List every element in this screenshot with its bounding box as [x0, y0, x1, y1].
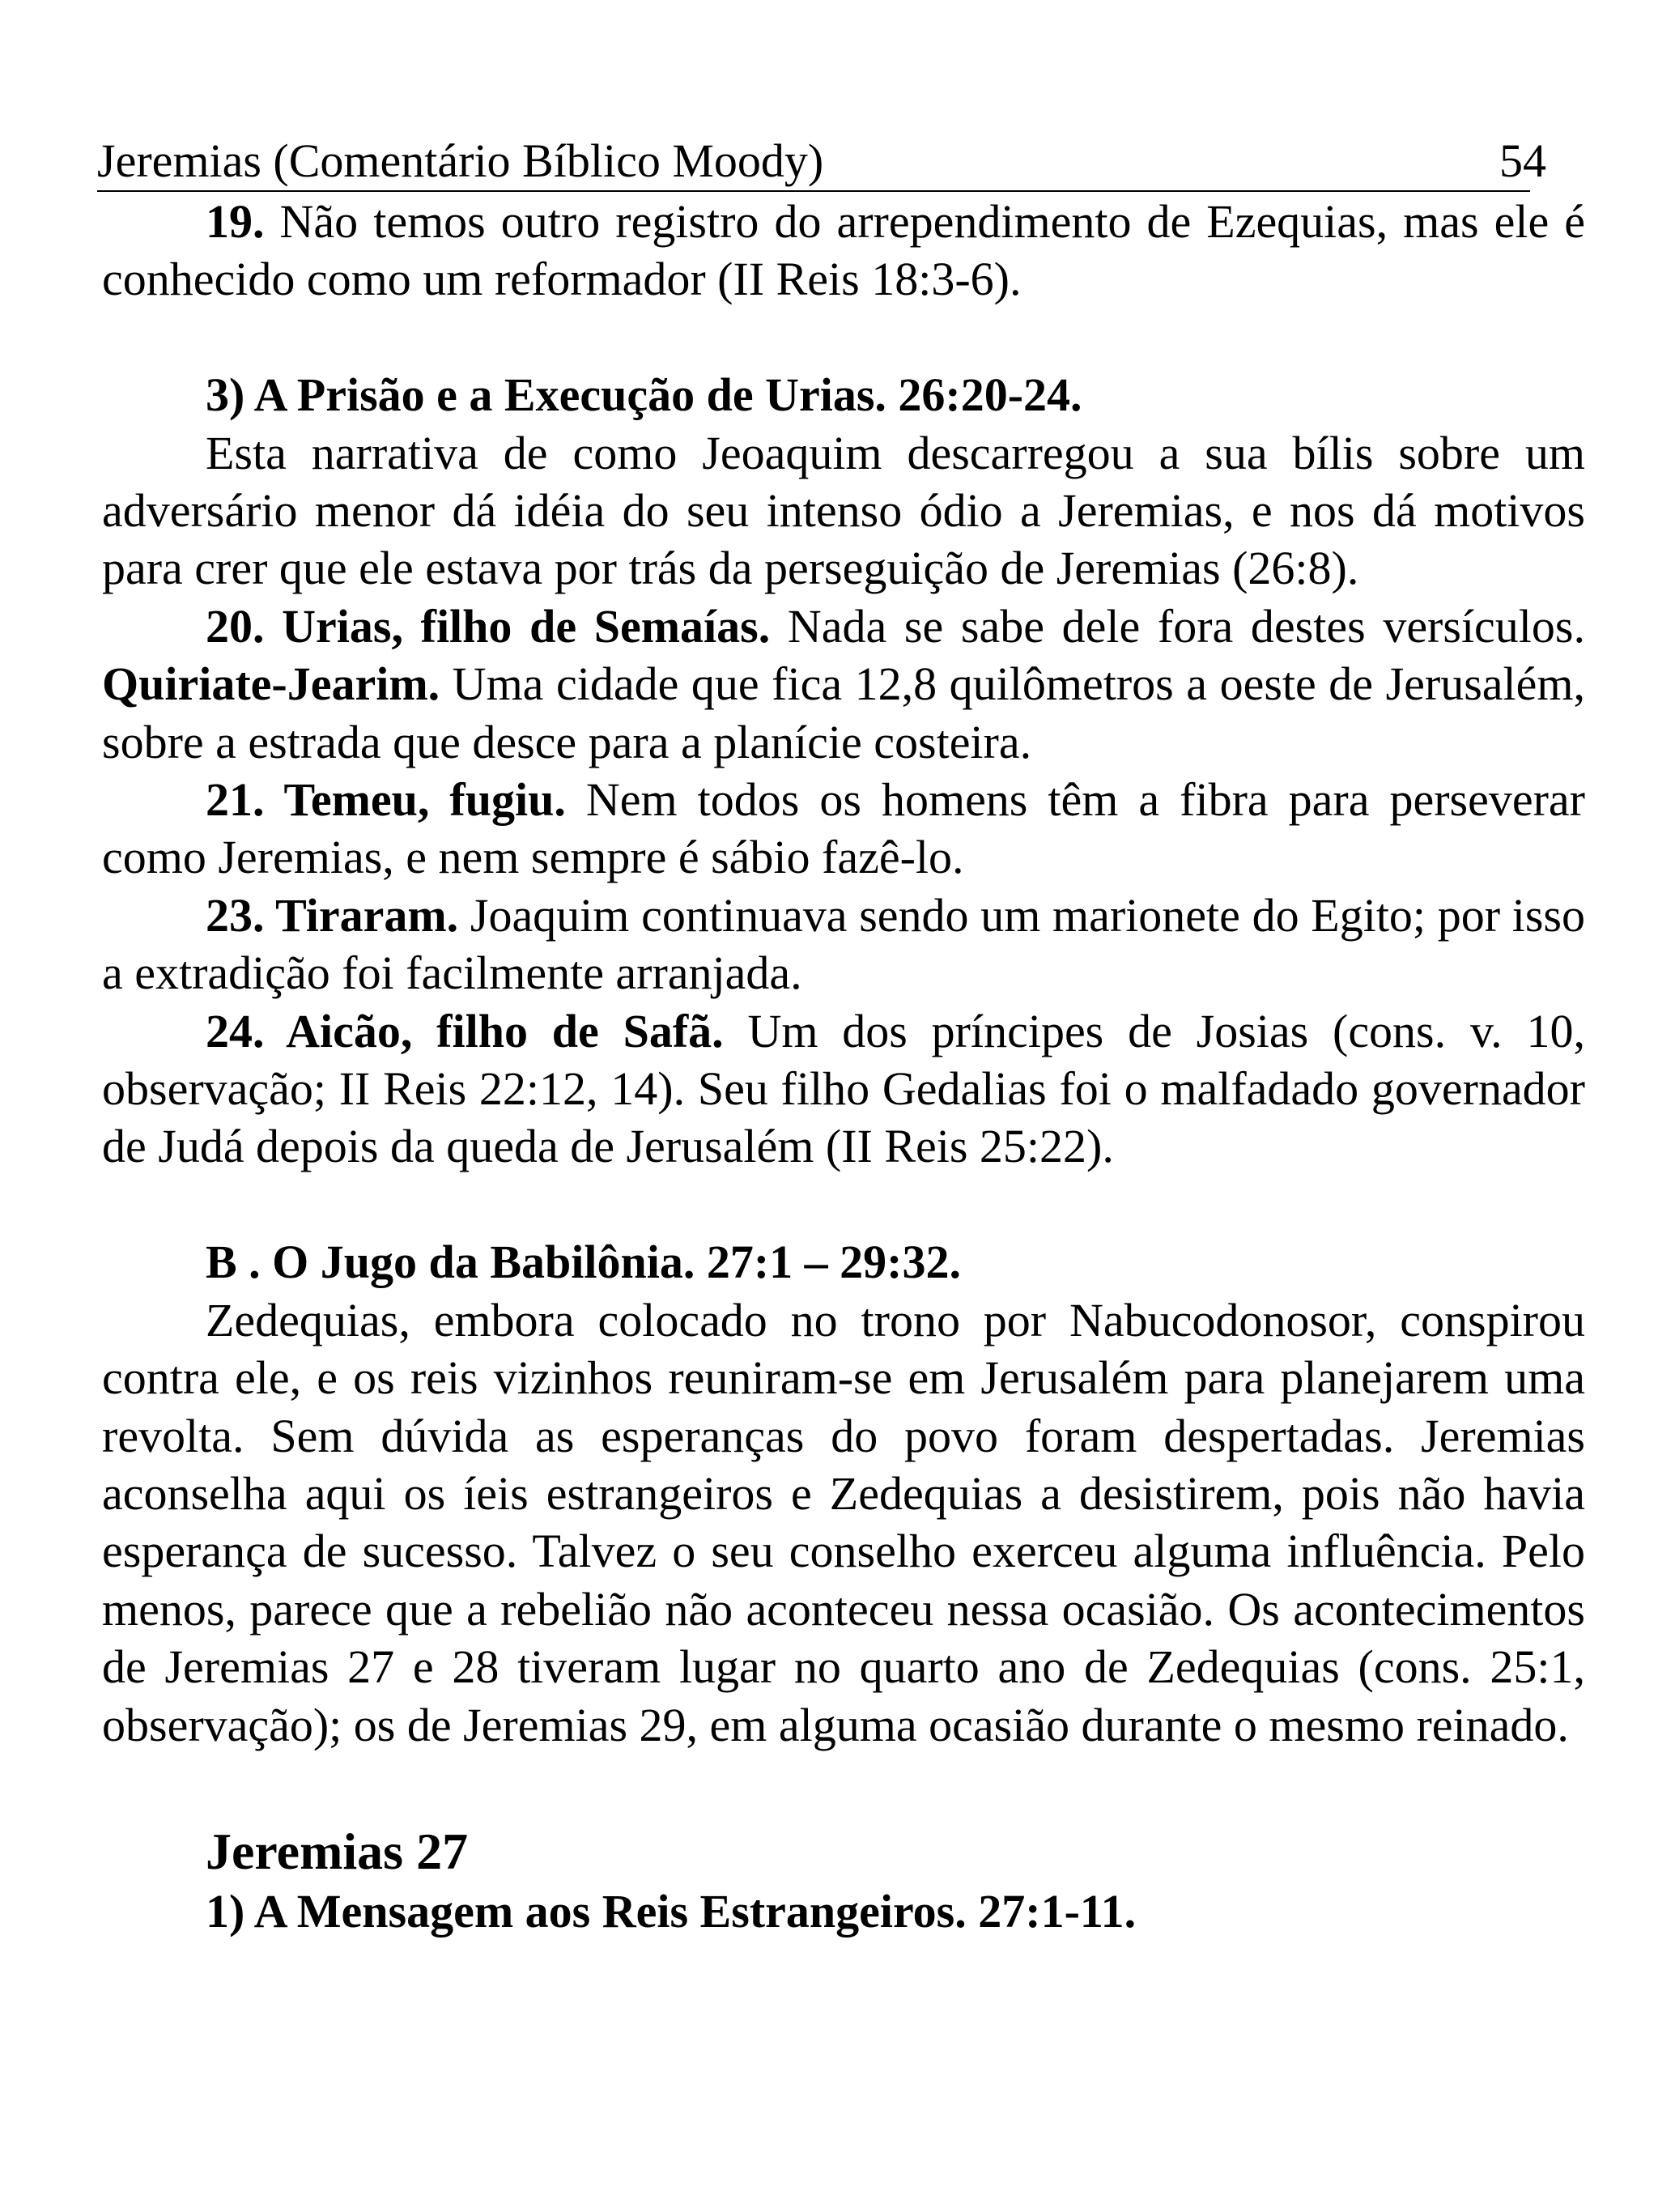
verse-note-21 [102, 771, 1585, 887]
running-title: Jeremias (Comentário Bíblico Moody) [97, 134, 824, 187]
verse-note-24 [102, 1002, 1585, 1176]
chapter-heading: Jeremias 27 [206, 1822, 469, 1880]
verse-note-23 [102, 887, 1585, 1002]
verse-ref: 21. Temeu, fugiu. [206, 773, 566, 827]
verse-text: Uma cidade que fica 12,8 quilômetros a oeste de Jerusalém, sobre a estrada que desce para a planície costeira. [102, 657, 1585, 768]
section-intro-paragraph: Esta narrativa de como Jeoaquim descarregou a sua bílis sobre um adversário menor dá idéia do seu intenso ódio a Jeremias, e nos dá motivos para crer que ele estava por trás da perseguição de Jeremias (26:8). [102, 426, 1585, 595]
verse-note-19 [102, 193, 1585, 308]
section-heading-urias: 3) A Prisão e a Execução de Urias. 26:20-24. [206, 368, 1082, 422]
verse-text: Um dos príncipes de Josias (cons. v. 10, observação; II Reis 22:12, 14). Seu filho Gedalias foi o malfadado governador de Judá depois da queda de Jerusalém (II Reis 25:22). [102, 1004, 1585, 1173]
verse-text: Joaquim continuava sendo um marionete do Egito; por isso a extradição foi facilmente arranjada. [102, 888, 1585, 1000]
section-heading-mensagem: 1) A Mensagem aos Reis Estrangeiros. 27:1-11. [206, 1884, 1137, 1938]
verse-ref: 23. Tiraram. [206, 888, 459, 942]
verse-text: Não temos outro registro do arrependimento de Ezequias, mas ele é conhecido como um reformador (II Reis 18:3-6). [102, 195, 1585, 306]
verse-ref: 20. Urias, filho de Semaías. [206, 599, 771, 653]
verse-ref-secondary: Quiriate-Jearim. [102, 657, 440, 711]
page-body [102, 193, 1585, 1940]
verse-text: Nada se sabe dele fora destes versículos. [770, 599, 1585, 653]
spacer [102, 1754, 1585, 1821]
page-number: 54 [1499, 134, 1546, 187]
spacer [102, 308, 1585, 366]
verse-ref: 24. Aicão, filho de Safã. [206, 1004, 724, 1057]
section-intro-paragraph: Zedequias, embora colocado no trono por Nabucodonosor, conspirou contra ele, e os reis vizinhos reuniram-se em Jerusalém para planejarem uma revolta. Sem dúvida as esperanças do povo foram despertadas. Jeremias aconselha aqui os íeis estrangeiros e Zedequias a desistirem, pois não havia esperança de sucesso. Talvez o seu conselho exerceu alguma influência. Pelo menos, parece que a rebelião não aconteceu nessa ocasião. Os acontecimentos de Jeremias 27 e 28 tiveram lugar no quarto ano de Zedequias (cons. 25:1, observação); os de Jeremias 29, em alguma ocasião durante o mesmo reinado. [102, 1293, 1585, 1751]
spacer [102, 1176, 1585, 1233]
section-heading-jugo: B . O Jugo da Babilônia. 27:1 – 29:32. [206, 1236, 961, 1289]
verse-ref: 19. [206, 195, 265, 248]
verse-note-20 [102, 598, 1585, 771]
verse-text: Nem todos os homens têm a fibra para perseverar como Jeremias, e nem sempre é sábio fazê-lo. [102, 773, 1585, 884]
running-header [97, 132, 1546, 192]
